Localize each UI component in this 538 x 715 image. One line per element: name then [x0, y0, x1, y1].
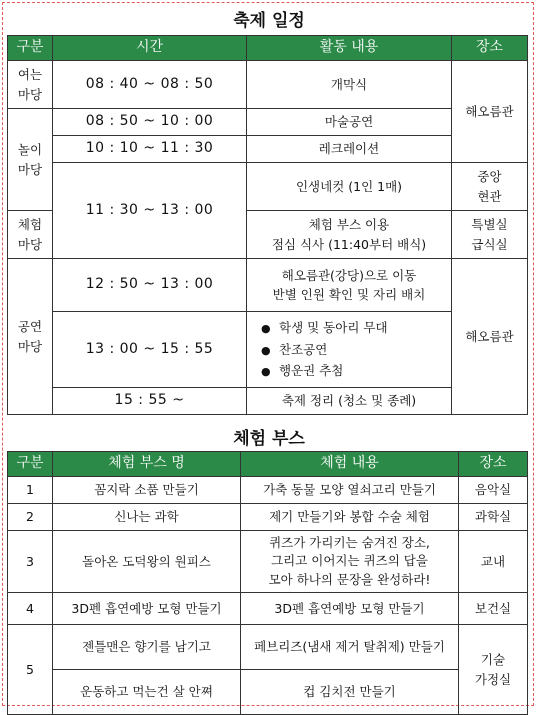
group-performance: 공연 마당 — [8, 259, 53, 415]
bullet-text: 학생 및 동아리 무대 — [279, 319, 388, 335]
group-opening: 여는 마당 — [8, 61, 53, 109]
schedule-table — [7, 35, 528, 415]
bullet-text: 행운권 추첨 — [279, 363, 344, 379]
time-cell: 08 : 50 ~ 10 : 00 — [53, 109, 247, 136]
place-cell: 해오름관 — [452, 61, 528, 163]
content-line: 퀴즈가 가리키는 숨겨진 장소, — [269, 535, 430, 551]
activity-cell: 마술공연 — [247, 109, 452, 136]
header-place: 장소 — [459, 452, 528, 477]
list-item — [261, 339, 449, 361]
activity-cell — [247, 259, 452, 312]
header-booth-name: 체험 부스 명 — [53, 452, 241, 477]
activity-cell: 축제 정리 (청소 및 종례) — [247, 388, 452, 415]
booth-name: 돌아온 도덕왕의 원피스 — [53, 531, 241, 593]
booth-number: 5 — [8, 625, 53, 715]
booth-content: 3D펜 흡연예방 모형 만들기 — [241, 593, 459, 625]
booth-content: 가축 동물 모양 열쇠고리 만들기 — [241, 477, 459, 504]
bullet-icon: ● — [261, 321, 271, 335]
booth-content: 제기 만들기와 봉합 수술 체험 — [241, 504, 459, 531]
bullet-text: 찬조공연 — [279, 341, 328, 357]
activity-line: 점심 식사 (11:40부터 배식) — [271, 236, 427, 252]
booth-name: 운동하고 먹는건 살 안쪄 — [53, 670, 241, 715]
place-line: 가정실 — [474, 671, 512, 687]
booth-place: 음악실 — [459, 477, 528, 504]
booth-content: 컵 김치전 만들기 — [241, 670, 459, 715]
activity-cell: 레크레이션 — [247, 136, 452, 163]
table-row — [8, 593, 528, 625]
booth-place: 교내 — [459, 531, 528, 593]
header-activity: 활동 내용 — [247, 36, 452, 61]
booth-content: 페브리즈(냄새 제거 탈취제) 만들기 — [241, 625, 459, 670]
group-play: 놀이 마당 — [8, 109, 53, 211]
activity-line: 해오름관(강당)으로 이동 — [281, 267, 417, 283]
booth-place — [459, 625, 528, 715]
booth-name: 꼼지락 소품 만들기 — [53, 477, 241, 504]
time-cell: 10 : 10 ~ 11 : 30 — [53, 136, 247, 163]
header-category: 구분 — [8, 452, 53, 477]
content-line: 모아 하나의 문장을 완성하라! — [268, 571, 431, 587]
table-row — [8, 670, 528, 715]
booth-content — [241, 531, 459, 593]
list-item — [261, 317, 449, 339]
place-cell — [452, 211, 528, 259]
list-item — [261, 360, 449, 382]
table-row — [8, 625, 528, 670]
booth-number: 2 — [8, 504, 53, 531]
activity-cell: 인생네컷 (1인 1매) — [247, 163, 452, 211]
place-cell — [452, 163, 528, 211]
bullet-icon: ● — [261, 343, 271, 357]
table-row — [8, 504, 528, 531]
place-cell: 해오름관 — [452, 259, 528, 415]
place-line: 기술 — [480, 652, 506, 668]
activity-line: 체험 부스 이용 — [308, 217, 390, 233]
time-cell: 15 : 55 ~ — [53, 388, 247, 415]
place-line: 특별실 — [471, 217, 508, 233]
header-content: 체험 내용 — [241, 452, 459, 477]
table-row — [8, 531, 528, 593]
activity-cell: 개막식 — [247, 61, 452, 109]
booths-title: 체험 부스 — [233, 429, 305, 449]
schedule-header-row — [8, 36, 528, 61]
activity-line: 반별 인원 확인 및 자리 배치 — [272, 287, 426, 302]
booth-number: 4 — [8, 593, 53, 625]
booth-number: 1 — [8, 477, 53, 504]
booth-name: 신나는 과학 — [53, 504, 241, 531]
booth-number: 3 — [8, 531, 53, 593]
time-cell: 13 : 00 ~ 15 : 55 — [53, 312, 247, 388]
place-line: 급식실 — [471, 236, 508, 252]
booth-name: 3D펜 흡연예방 모형 만들기 — [53, 593, 241, 625]
table-row — [8, 477, 528, 504]
booths-table — [7, 451, 528, 715]
activity-bullet-list — [247, 312, 452, 388]
schedule-title: 축제 일정 — [233, 11, 305, 31]
time-cell: 08 : 40 ~ 08 : 50 — [53, 61, 247, 109]
header-place: 장소 — [452, 36, 528, 61]
place-line: 중앙 — [477, 169, 502, 185]
booth-place: 과학실 — [459, 504, 528, 531]
place-line: 현관 — [477, 188, 502, 204]
booth-name: 젠틀맨은 향기를 남기고 — [53, 625, 241, 670]
time-cell: 11 : 30 ~ 13 : 00 — [53, 163, 247, 259]
booth-place: 보건실 — [459, 593, 528, 625]
content-line: 그리고 이어지는 퀴즈의 답을 — [271, 553, 428, 569]
activity-cell — [247, 211, 452, 259]
group-experience: 체험 마당 — [8, 211, 53, 259]
bullet-icon: ● — [261, 365, 271, 379]
header-category: 구분 — [8, 36, 53, 61]
time-cell: 12 : 50 ~ 13 : 00 — [53, 259, 247, 312]
header-time: 시간 — [53, 36, 247, 61]
booths-header-row — [8, 452, 528, 477]
